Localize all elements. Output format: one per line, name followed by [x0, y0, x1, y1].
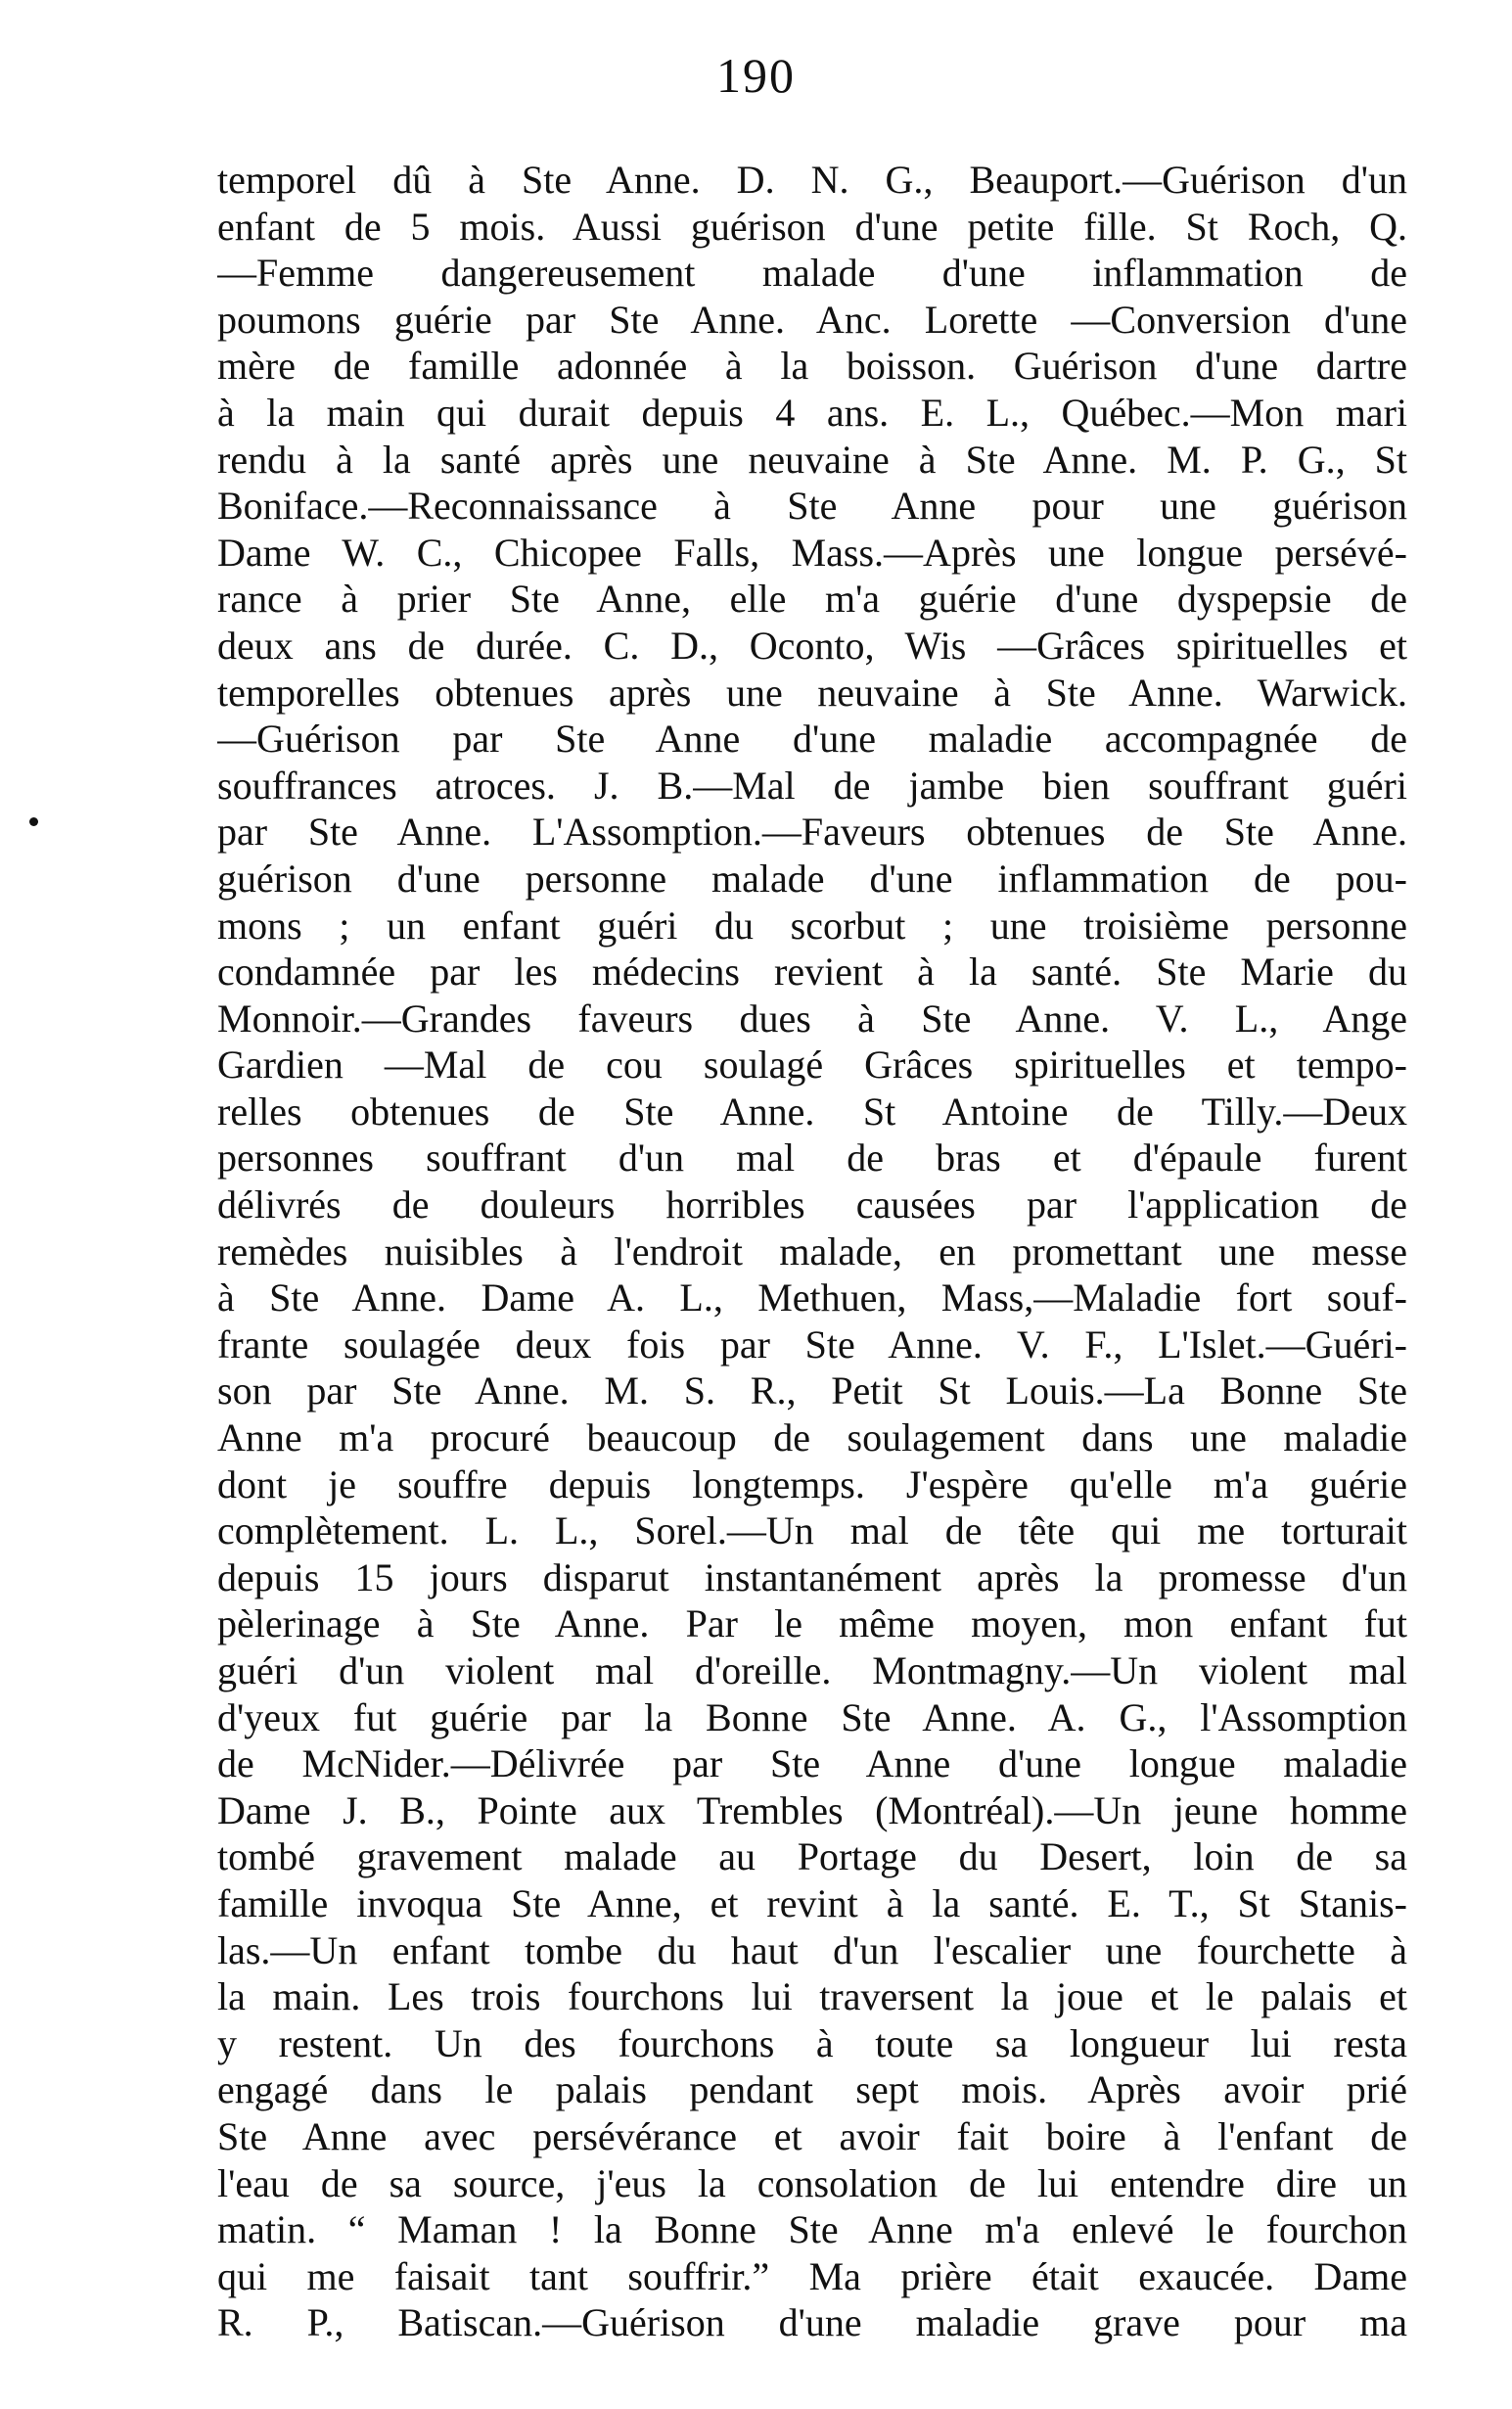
- text-line: Gardien —Mal de cou soulagé Grâces spirituelles et tempo-: [217, 1042, 1407, 1088]
- text-line: las.—Un enfant tombe du haut d'un l'escalier une fourchette à: [217, 1927, 1407, 1972]
- text-line: qui me faisait tant souffrir.” Ma prière était exaucée. Dame: [217, 2253, 1407, 2298]
- text-line: pèlerinage à Ste Anne. Par le même moyen, mon enfant fut: [217, 1601, 1407, 1646]
- text-line: matin. “ Maman ! la Bonne Ste Anne m'a enlevé le fourchon: [217, 2207, 1407, 2252]
- text-line: Anne m'a procuré beaucoup de soulagement dans une maladie: [217, 1415, 1407, 1460]
- text-line: guéri d'un violent mal d'oreille. Montmagny.—Un violent mal: [217, 1648, 1407, 1692]
- text-line: complètement. L. L., Sorel.—Un mal de tête qui me torturait: [217, 1508, 1407, 1553]
- text-line: rance à prier Ste Anne, elle m'a guérie d'une dyspepsie de: [217, 577, 1407, 622]
- text-line: condamnée par les médecins revient à la santé. Ste Marie du: [217, 950, 1407, 995]
- text-line: deux ans de durée. C. D., Oconto, Wis —Grâces spirituelles et: [217, 623, 1407, 668]
- text-line: Dame J. B., Pointe aux Trembles (Montréal).—Un jeune homme: [217, 1787, 1407, 1832]
- text-line: Monnoir.—Grandes faveurs dues à Ste Anne. V. L., Ange: [217, 996, 1407, 1041]
- text-line: par Ste Anne. L'Assomption.—Faveurs obtenues de Ste Anne.: [217, 810, 1407, 855]
- text-line: depuis 15 jours disparut instantanément après la promesse d'un: [217, 1554, 1407, 1599]
- text-line: personnes souffrant d'un mal de bras et d'épaule furent: [217, 1135, 1407, 1181]
- text-line: mère de famille adonnée à la boisson. Guérison d'une dartre: [217, 344, 1407, 389]
- text-line: Ste Anne avec persévérance et avoir fait boire à l'enfant de: [217, 2113, 1407, 2158]
- text-line: guérison d'une personne malade d'une inflammation de pou-: [217, 856, 1407, 901]
- page-number: 190: [716, 48, 796, 103]
- text-line: relles obtenues de Ste Anne. St Antoine de Tilly.—Deux: [217, 1089, 1407, 1134]
- text-line: —Femme dangereusement malade d'une inflammation de: [217, 251, 1407, 296]
- text-line: enfant de 5 mois. Aussi guérison d'une petite fille. St Roch, Q.: [217, 204, 1407, 249]
- text-line: Boniface.—Reconnaissance à Ste Anne pour une guérison: [217, 484, 1407, 529]
- text-line: R. P., Batiscan.—Guérison d'une maladie grave pour ma: [217, 2300, 1407, 2345]
- text-line: y restent. Un des fourchons à toute sa longueur lui resta: [217, 2020, 1407, 2065]
- text-line: l'eau de sa source, j'eus la consolation de lui entendre dire un: [217, 2160, 1407, 2205]
- text-line: de McNider.—Délivrée par Ste Anne d'une longue maladie: [217, 1741, 1407, 1786]
- text-line: —Guérison par Ste Anne d'une maladie accompagnée de: [217, 717, 1407, 762]
- margin-ink-dot: [29, 817, 38, 826]
- text-line: délivrés de douleurs horribles causées par l'application de: [217, 1182, 1407, 1228]
- text-line: à Ste Anne. Dame A. L., Methuen, Mass,—Maladie fort souf-: [217, 1275, 1407, 1320]
- text-line: à la main qui durait depuis 4 ans. E. L., Québec.—Mon mari: [217, 390, 1407, 435]
- text-line: temporel dû à Ste Anne. D. N. G., Beauport.—Guérison d'un: [217, 158, 1407, 202]
- text-line: dont je souffre depuis longtemps. J'espère qu'elle m'a guérie: [217, 1461, 1407, 1506]
- text-line: remèdes nuisibles à l'endroit malade, en promettant une messe: [217, 1228, 1407, 1274]
- text-line: frante soulagée deux fois par Ste Anne. V. F., L'Islet.—Guéri-: [217, 1321, 1407, 1367]
- text-line: famille invoqua Ste Anne, et revint à la santé. E. T., St Stanis-: [217, 1880, 1407, 1925]
- text-line: poumons guérie par Ste Anne. Anc. Lorette —Conversion d'une: [217, 297, 1407, 342]
- body-text: [217, 157, 1407, 2346]
- text-line: engagé dans le palais pendant sept mois. Après avoir prié: [217, 2067, 1407, 2112]
- text-line: la main. Les trois fourchons lui traversent la joue et le palais et: [217, 1974, 1407, 2019]
- text-line: tombé gravement malade au Portage du Desert, loin de sa: [217, 1834, 1407, 1879]
- text-line: son par Ste Anne. M. S. R., Petit St Louis.—La Bonne Ste: [217, 1368, 1407, 1413]
- text-line: souffrances atroces. J. B.—Mal de jambe bien souffrant guéri: [217, 763, 1407, 808]
- text-line: Dame W. C., Chicopee Falls, Mass.—Après une longue persévé-: [217, 530, 1407, 575]
- text-line: temporelles obtenues après une neuvaine à Ste Anne. Warwick.: [217, 670, 1407, 715]
- text-line: rendu à la santé après une neuvaine à Ste Anne. M. P. G., St: [217, 437, 1407, 482]
- text-line: d'yeux fut guérie par la Bonne Ste Anne. A. G., l'Assomption: [217, 1694, 1407, 1739]
- text-line: mons ; un enfant guéri du scorbut ; une troisième personne: [217, 903, 1407, 948]
